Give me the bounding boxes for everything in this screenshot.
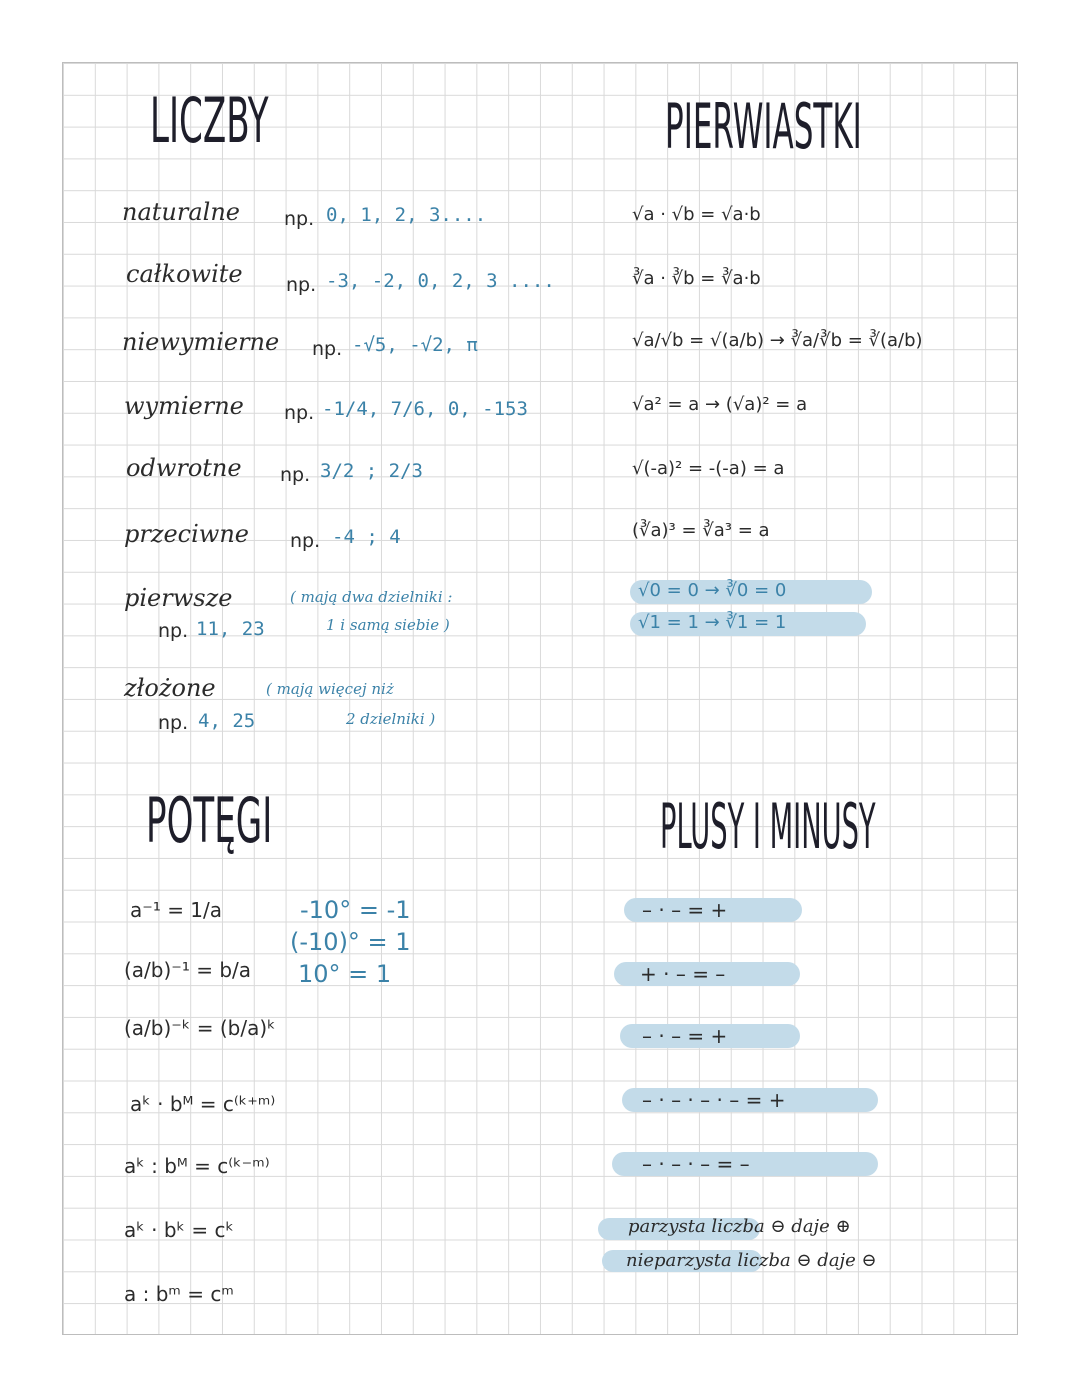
power-rule-4: aᵏ · bᴹ = c⁽ᵏ⁺ᵐ⁾ [130,1092,276,1116]
root-rule-2: ∛a · ∛b = ∛a·b [632,268,761,289]
liczby-niewymierne: niewymierne [122,328,280,356]
root-rule-5: √(-a)² = -(-a) = a [632,458,785,479]
liczby-wymierne: wymierne [124,392,244,420]
heading-plusy-i-minusy: PLUSY I MINUSY [660,790,876,863]
power-rule-3: (a/b)⁻ᵏ = (b/a)ᵏ [124,1016,276,1040]
note-zlozone-2: 2 dzielniki ) [346,710,436,728]
zero-power-2: (-10)° = 1 [290,928,411,956]
power-rule-1: a⁻¹ = 1/a [130,898,223,922]
root-rule-6: (∛a)³ = ∛a³ = a [632,520,770,541]
heading-pierwiastki: PIERWIASTKI [665,90,862,163]
power-rule-6: aᵏ · bᵏ = cᵏ [124,1218,235,1242]
liczby-pierwsze: pierwsze [124,584,233,612]
sign-rule-2: + · – = – [640,962,726,986]
sign-rule-3: – · – = + [642,1024,728,1048]
np-label: np. [290,530,321,552]
sign-rule-1: – · – = + [642,898,728,922]
example-zlozone: 4, 25 [198,710,256,732]
np-label: np. [284,208,315,230]
heading-liczby: LICZBY [150,84,269,157]
example-odwrotne: 3/2 ; 2/3 [320,460,423,482]
example-calkowite: -3, -2, 0, 2, 3 .... [326,270,555,292]
rule-parzysta: parzysta liczba ⊖ daje ⊕ [628,1216,851,1237]
note-pierwsze-2: 1 i samą siebie ) [326,616,450,634]
example-pierwsze: 11, 23 [196,618,265,640]
sign-rule-4: – · – · – · – = + [642,1088,786,1112]
heading-potegi: POTĘGI [146,784,273,857]
example-wymierne: -1/4, 7/6, 0, -153 [322,398,528,420]
root-rule-4: √a² = a → (√a)² = a [632,394,808,415]
liczby-przeciwne: przeciwne [124,520,250,548]
np-label: np. [158,712,189,734]
rule-nieparzysta: nieparzysta liczba ⊖ daje ⊖ [626,1250,877,1271]
liczby-naturalne: naturalne [122,198,240,226]
root-rule-7: √0 = 0 → ∛0 = 0 [638,580,787,601]
liczby-zlozone: złożone [124,674,216,702]
note-zlozone-1: ( mają więcej niż [266,680,394,698]
example-przeciwne: -4 ; 4 [332,526,401,548]
np-label: np. [312,338,343,360]
root-rule-3: √a/√b = √(a/b) → ∛a/∛b = ∛(a/b) [632,330,923,351]
liczby-odwrotne: odwrotne [126,454,242,482]
note-pierwsze-1: ( mają dwa dzielniki : [290,588,453,606]
np-label: np. [280,464,311,486]
np-label: np. [158,620,189,642]
power-rule-7: a : bᵐ = cᵐ [124,1282,234,1306]
liczby-calkowite: całkowite [126,260,243,288]
sign-rule-5: – · – · – = – [642,1152,750,1176]
example-naturalne: 0, 1, 2, 3.... [326,204,487,226]
power-rule-2: (a/b)⁻¹ = b/a [124,958,252,982]
root-rule-8: √1 = 1 → ∛1 = 1 [638,612,787,633]
root-rule-1: √a · √b = √a·b [632,204,761,225]
np-label: np. [286,274,317,296]
power-rule-5: aᵏ : bᴹ = c⁽ᵏ⁻ᵐ⁾ [124,1154,270,1178]
example-niewymierne: -√5, -√2, π [352,334,478,356]
np-label: np. [284,402,315,424]
zero-power-3: 10° = 1 [298,960,392,988]
zero-power-1: -10° = -1 [300,896,411,924]
